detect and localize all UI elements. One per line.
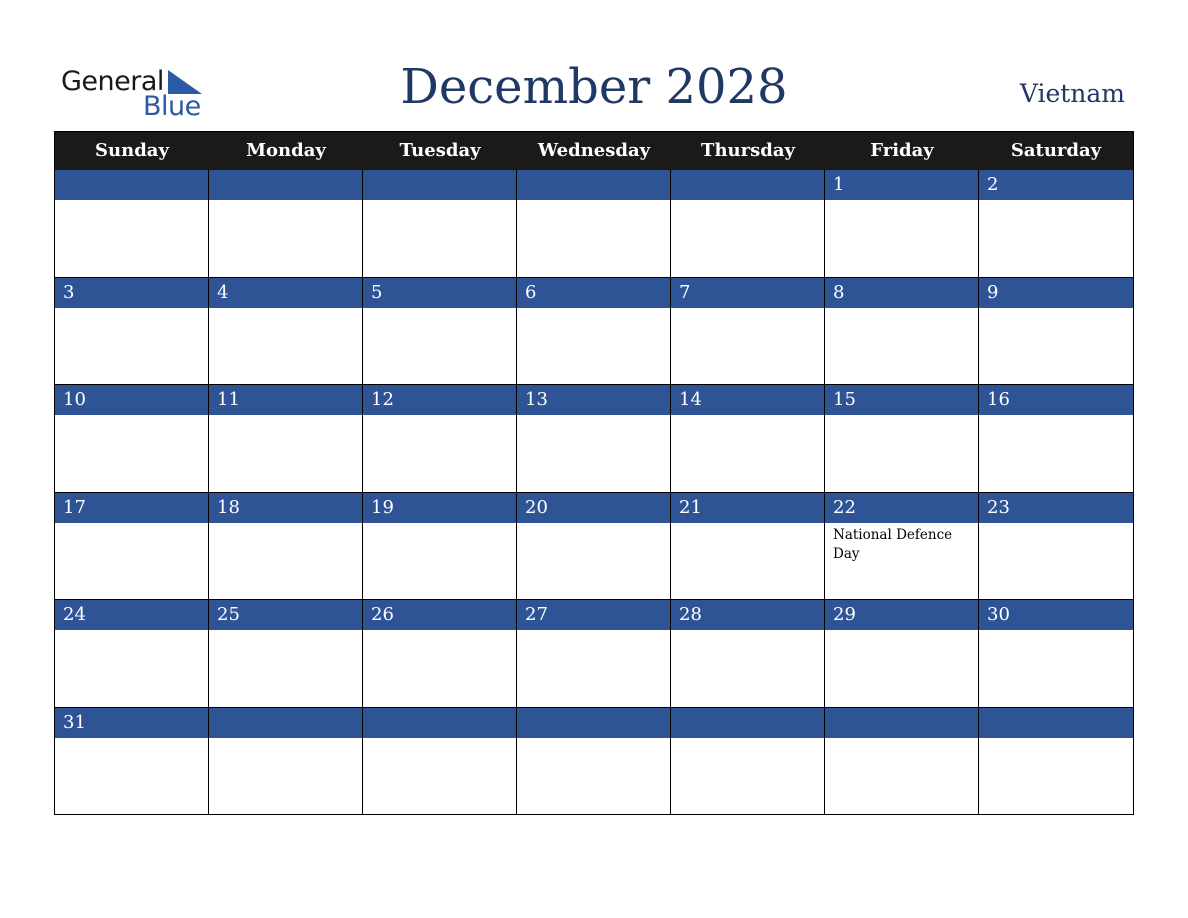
day-number: 10 [63,389,86,410]
day-number: 18 [217,496,240,518]
day-cell [517,493,671,601]
day-cell [671,493,825,601]
week-row [55,493,1133,601]
holiday-event: National Defence Day [833,526,953,562]
day-cell [209,600,363,708]
weekday-header-monday: Monday [246,140,326,161]
country-label: Vietnam [1019,79,1125,108]
day-cell [825,708,979,816]
day-cell [671,278,825,386]
day-number: 31 [63,711,86,733]
day-cell [825,170,979,278]
day-number: 8 [833,281,845,303]
day-cell [209,170,363,278]
day-cell [517,170,671,278]
day-number: 11 [217,389,240,410]
day-cell [825,493,979,601]
logo-text-blue: Blue [143,91,201,122]
weekday-header-wednesday: Wednesday [537,140,651,161]
day-cell [671,385,825,493]
calendar-title: December 2028 [400,59,788,115]
day-cell [363,600,517,708]
day-cell [825,385,979,493]
day-cell [55,385,209,493]
day-cell [55,708,209,816]
day-cell [517,708,671,816]
weekday-header-saturday: Saturday [1010,140,1102,161]
weekday-header-tuesday: Tuesday [399,140,481,161]
day-cell [517,278,671,386]
weekday-header-friday: Friday [870,140,934,161]
day-cell [55,278,209,386]
day-number: 30 [987,604,1010,625]
day-number: 5 [371,281,383,303]
day-cell [517,385,671,493]
day-cell [55,600,209,708]
day-cell [55,493,209,601]
day-cell [363,278,517,386]
day-cell [209,708,363,816]
day-cell [979,170,1133,278]
day-number: 6 [525,281,537,303]
day-number: 28 [679,604,702,625]
week-row [55,385,1133,493]
day-number: 2 [987,174,999,195]
day-number: 16 [987,389,1010,410]
day-number: 19 [371,496,394,518]
day-number: 7 [679,281,691,303]
day-number: 25 [217,604,240,625]
calendar-grid [54,131,1134,815]
day-cell [209,385,363,493]
weekday-header-sunday: Sunday [95,140,169,161]
day-cell [363,493,517,601]
day-cell [55,170,209,278]
day-number: 1 [833,174,845,195]
day-number: 20 [525,496,548,518]
day-cell [363,385,517,493]
day-number: 3 [63,281,75,303]
day-cell [363,708,517,816]
day-number: 14 [679,389,702,410]
week-row [55,278,1133,386]
day-cell [979,708,1133,816]
day-number: 21 [679,496,702,518]
day-number: 22 [833,496,856,518]
weekday-header-thursday: Thursday [701,140,795,161]
day-cell [825,278,979,386]
day-cell [979,385,1133,493]
day-number: 24 [63,604,86,625]
day-number: 9 [987,281,999,303]
day-cell [209,493,363,601]
day-cell [209,278,363,386]
day-cell [517,600,671,708]
week-row [55,600,1133,708]
day-number: 29 [833,604,856,625]
day-number: 27 [525,604,548,625]
weekday-header-row [55,132,1133,170]
logo-text-general: General [61,66,164,97]
day-number: 17 [63,496,86,518]
day-cell [363,170,517,278]
day-number: 15 [833,389,856,410]
week-row [55,708,1133,816]
day-cell [825,600,979,708]
day-cell [979,493,1133,601]
day-number: 12 [371,389,394,410]
day-cell [979,278,1133,386]
day-cell [671,170,825,278]
day-number: 4 [217,281,229,303]
day-cell [671,600,825,708]
day-cell [671,708,825,816]
day-cell [979,600,1133,708]
week-row [55,170,1133,278]
day-number: 23 [987,496,1010,518]
day-number: 13 [525,389,548,410]
day-number: 26 [371,604,394,625]
